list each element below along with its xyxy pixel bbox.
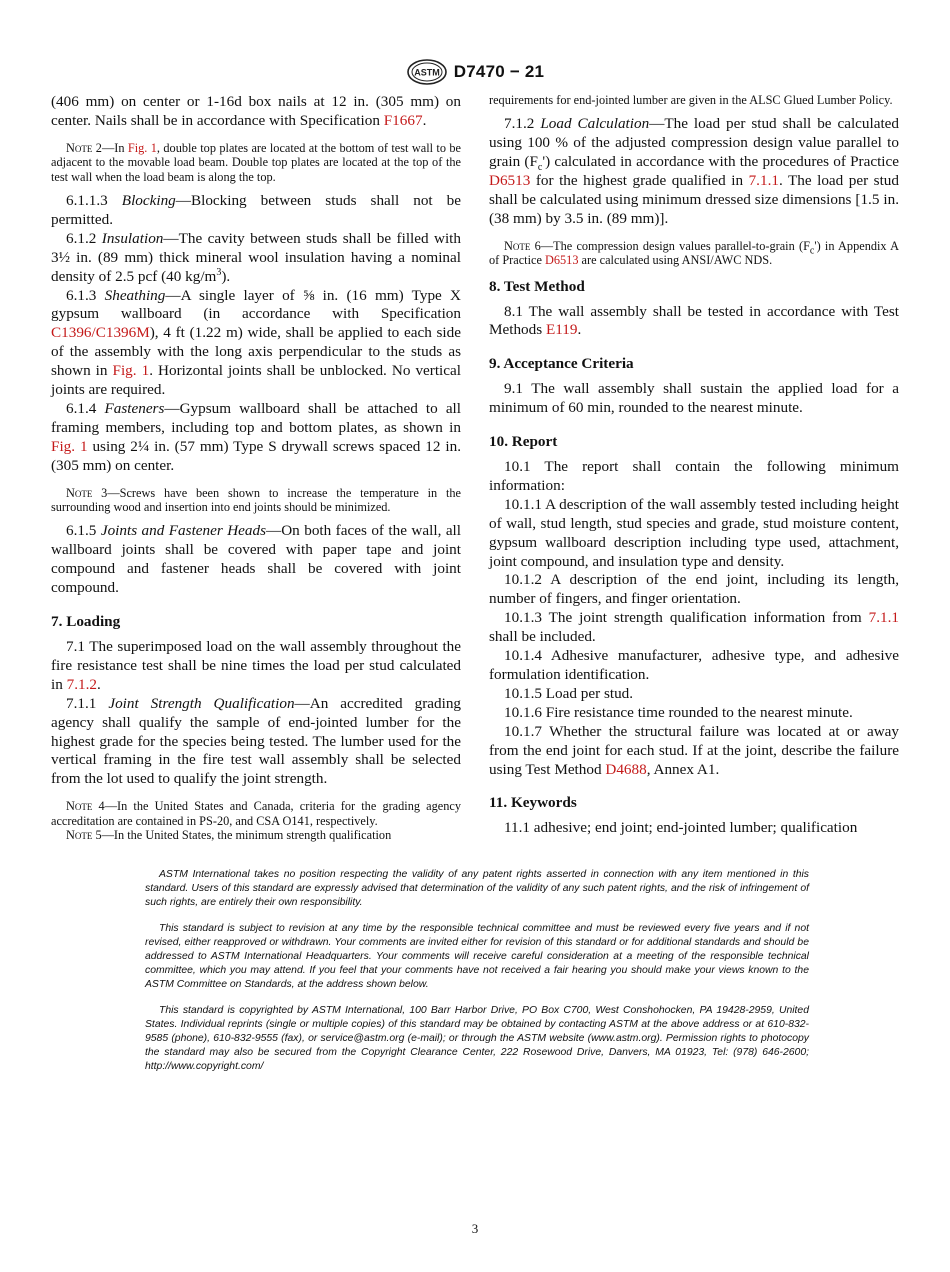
right-column: [489, 93, 899, 838]
link-7-1-1[interactable]: 7.1.1: [748, 172, 779, 190]
section-8-1: 8.1 The wall assembly shall be tested in accordance with Test Methods E119.: [489, 302, 899, 339]
section-7-1-2: 7.1.2 Load Calculation—The load per stud shall be calculated using 100 % of the adjusted compression design value parallel to grain $(F_c')$ calculated in accordance with the procedures of Practice D6513 for the highest grade qualified in 7.1.1. The load per stud shall be calculated using minimum dressed size dimensions [1.5 in. (38 mm) by 3.5 in. (89 mm)].: [489, 115, 900, 227]
link-fig1-fasteners[interactable]: Fig. 1: [51, 437, 88, 455]
footer-revision-notice: This standard is subject to revision at any time by the responsible technical committee and must be reviewed every five years and if not revised, either reapproved or withdrawn. Your comments are invited either for revision of this standard or for additional standards and should be addressed to ASTM International Headquarters. Your comments will receive careful consideration at a meeting of the responsible technical committee, which you may attend. If you feel that your comments have not received a fair hearing you should make your views known to the ASTM Committee on Standards, at the address shown below.: [145, 923, 809, 990]
logo-text: ASTM: [414, 67, 440, 78]
section-10-1-2: 10.1.2 A description of the end joint, including its length, number of fingers, and finger orientation.: [489, 571, 899, 608]
note-5: Note 5—In the United States, the minimum strength qualification: [66, 828, 392, 843]
heading-test-method: 8. Test Method: [489, 277, 585, 295]
section-6-1-1-3: 6.1.1.3 Blocking—Blocking between studs shall not be permitted.: [51, 192, 462, 228]
note-5-continued: requirements for end-jointed lumber are given in the ALSC Glued Lumber Policy.: [489, 93, 893, 107]
heading-loading: 7. Loading: [51, 613, 121, 631]
heading-acceptance-criteria: 9. Acceptance Criteria: [489, 355, 634, 373]
link-e119[interactable]: E119: [545, 321, 578, 339]
section-10-1-5: 10.1.5 Load per stud.: [504, 684, 634, 702]
footer-notice: [145, 868, 809, 1086]
footer-copyright-notice: This standard is copyrighted by ASTM International, 100 Barr Harbor Drive, PO Box C700, West Conshohocken, PA 19428-2959, United States. Individual reprints (single or multiple copies) of this standard may be obtained by contacting ASTM at the above address or at 610-832-9585 (phone), 610-832-9555 (fax), or service@astm.org (e-mail); or through the ASTM website (www.astm.org). Permission rights to photocopy the standard may also be secured from the Copyright Clearance Center, 222 Rosewood Drive, Danvers, MA 01923, Tel: (978) 646-2600; http://www.copyright.com/: [145, 1005, 809, 1072]
footer-patent-notice: ASTM International takes no position respecting the validity of any patent rights asserted in connection with any item mentioned in this standard. Users of this standard are expressly advised that determination of the validity of any such patent rights, and the risk of infringement of such rights, are entirely their own responsibility.: [145, 869, 809, 908]
note-3: Note 3—Screws have been shown to increase the temperature in the surrounding wood and insertion into end joints should be minimized.: [51, 485, 461, 515]
link-c1396[interactable]: C1396/C1396M: [51, 324, 150, 342]
section-6-1-3: 6.1.3 Sheathing—A single layer of ⅝ in. (16 mm) Type X gypsum wallboard (in accordance with Specification C1396/C1396M), 4 ft (1.22 m) wide, shall be applied to each side of the assembly with the long axis perpendicular to the studs as shown in Fig. 1. Horizontal joints shall be unblocked. No vertical joints are required.: [51, 286, 461, 399]
link-fig1-sheathing[interactable]: Fig. 1: [112, 362, 150, 380]
section-10-1-1: 10.1.1 A description of the wall assembly tested including height of wall, stud length, stud species and grade, stud moisture content, gypsum wallboard description including type used, attachment, joint compound, and insulation type and density.: [489, 495, 899, 570]
section-9-1: 9.1 The wall assembly shall sustain the applied load for a minimum of 60 min, rounded to the nearest minute.: [489, 380, 899, 417]
section-6-1-2: 6.1.2 Insulation—The cavity between studs shall be filled with 3½ in. (89 mm) thick mineral wool insulation having a nominal density of 2.5 pcf (40 $kg/m^3$).: [51, 229, 461, 285]
section-11-1: 11.1 adhesive; end joint; end-jointed lumber; qualification: [504, 819, 858, 837]
section-6-1-4: 6.1.4 Fasteners—Gypsum wallboard shall be attached to all framing members, including top and bottom plates, as shown in Fig. 1 using 2¼ in. (57 mm) Type S drywall screws spaced 12 in. (305 mm) on center.: [51, 400, 461, 474]
link-d6513-note6[interactable]: D6513: [545, 253, 579, 268]
link-7-1-2[interactable]: 7.1.2: [66, 675, 97, 693]
section-10-1-7: 10.1.7 Whether the structural failure was located at or away from the end joint for each stud. If at the joint, describe the failure using Test Method D4688, Annex A1.: [489, 722, 899, 778]
paragraph-nails: (406 mm) on center or 1-16d box nails at 12 in. (305 mm) on center. Nails shall be in accordance with Specification F1667.: [51, 93, 461, 129]
link-7-1-1-report[interactable]: 7.1.1: [868, 609, 899, 627]
page-header: [0, 58, 950, 86]
link-d4688[interactable]: D4688: [605, 760, 647, 778]
section-10-1: 10.1 The report shall contain the following minimum information:: [489, 458, 899, 494]
heading-report: 10. Report: [489, 433, 558, 451]
heading-keywords: 11. Keywords: [489, 794, 577, 812]
section-10-1-4: 10.1.4 Adhesive manufacturer, adhesive type, and adhesive formulation identification.: [489, 647, 899, 683]
left-column: [51, 93, 461, 850]
section-10-1-6: 10.1.6 Fire resistance time rounded to the nearest minute.: [504, 703, 853, 721]
note-6: Note 6—The compression design values parallel-to-grain $(F_c')$ in Appendix A of Practice D6513 are calculated using ANSI/AWC NDS.: [489, 238, 899, 268]
note-4: Note 4—In the United States and Canada, criteria for the grading agency accreditation are contained in PS-20, and CSA O141, respectively.: [51, 799, 461, 828]
section-7-1-1: 7.1.1 Joint Strength Qualification—An accredited grading agency shall qualify the sample of end-jointed lumber for the highest grade for the species being tested. The lumber used for the vertical framing in the fire test wall assembly shall be selected from the lot used to qualify the joint strength.: [51, 694, 462, 788]
section-7-1: 7.1 The superimposed load on the wall assembly throughout the fire resistance test shall be nine times the load per stud calculated in 7.1.2.: [51, 637, 461, 693]
link-f1667[interactable]: F1667: [383, 111, 423, 129]
link-d6513[interactable]: D6513: [489, 172, 531, 190]
note-2: Note 2—In Fig. 1, double top plates are located at the bottom of test wall to be adjacent to the movable load beam. Double top plates are located at the top of the test wall when the load beam is along the top.: [51, 140, 461, 184]
link-fig1-note2[interactable]: Fig. 1: [127, 140, 157, 155]
section-10-1-3: 10.1.3 The joint strength qualification information from 7.1.1 shall be included.: [489, 609, 899, 646]
astm-logo-icon: [406, 58, 448, 86]
section-6-1-5: 6.1.5 Joints and Fastener Heads—On both faces of the wall, all wallboard joints shall be covered with paper tape and joint compound and fastener heads shall be covered with joint compound.: [51, 522, 461, 597]
doc-code: D7470 − 21: [453, 62, 545, 81]
page-number: 3: [471, 1221, 479, 1236]
